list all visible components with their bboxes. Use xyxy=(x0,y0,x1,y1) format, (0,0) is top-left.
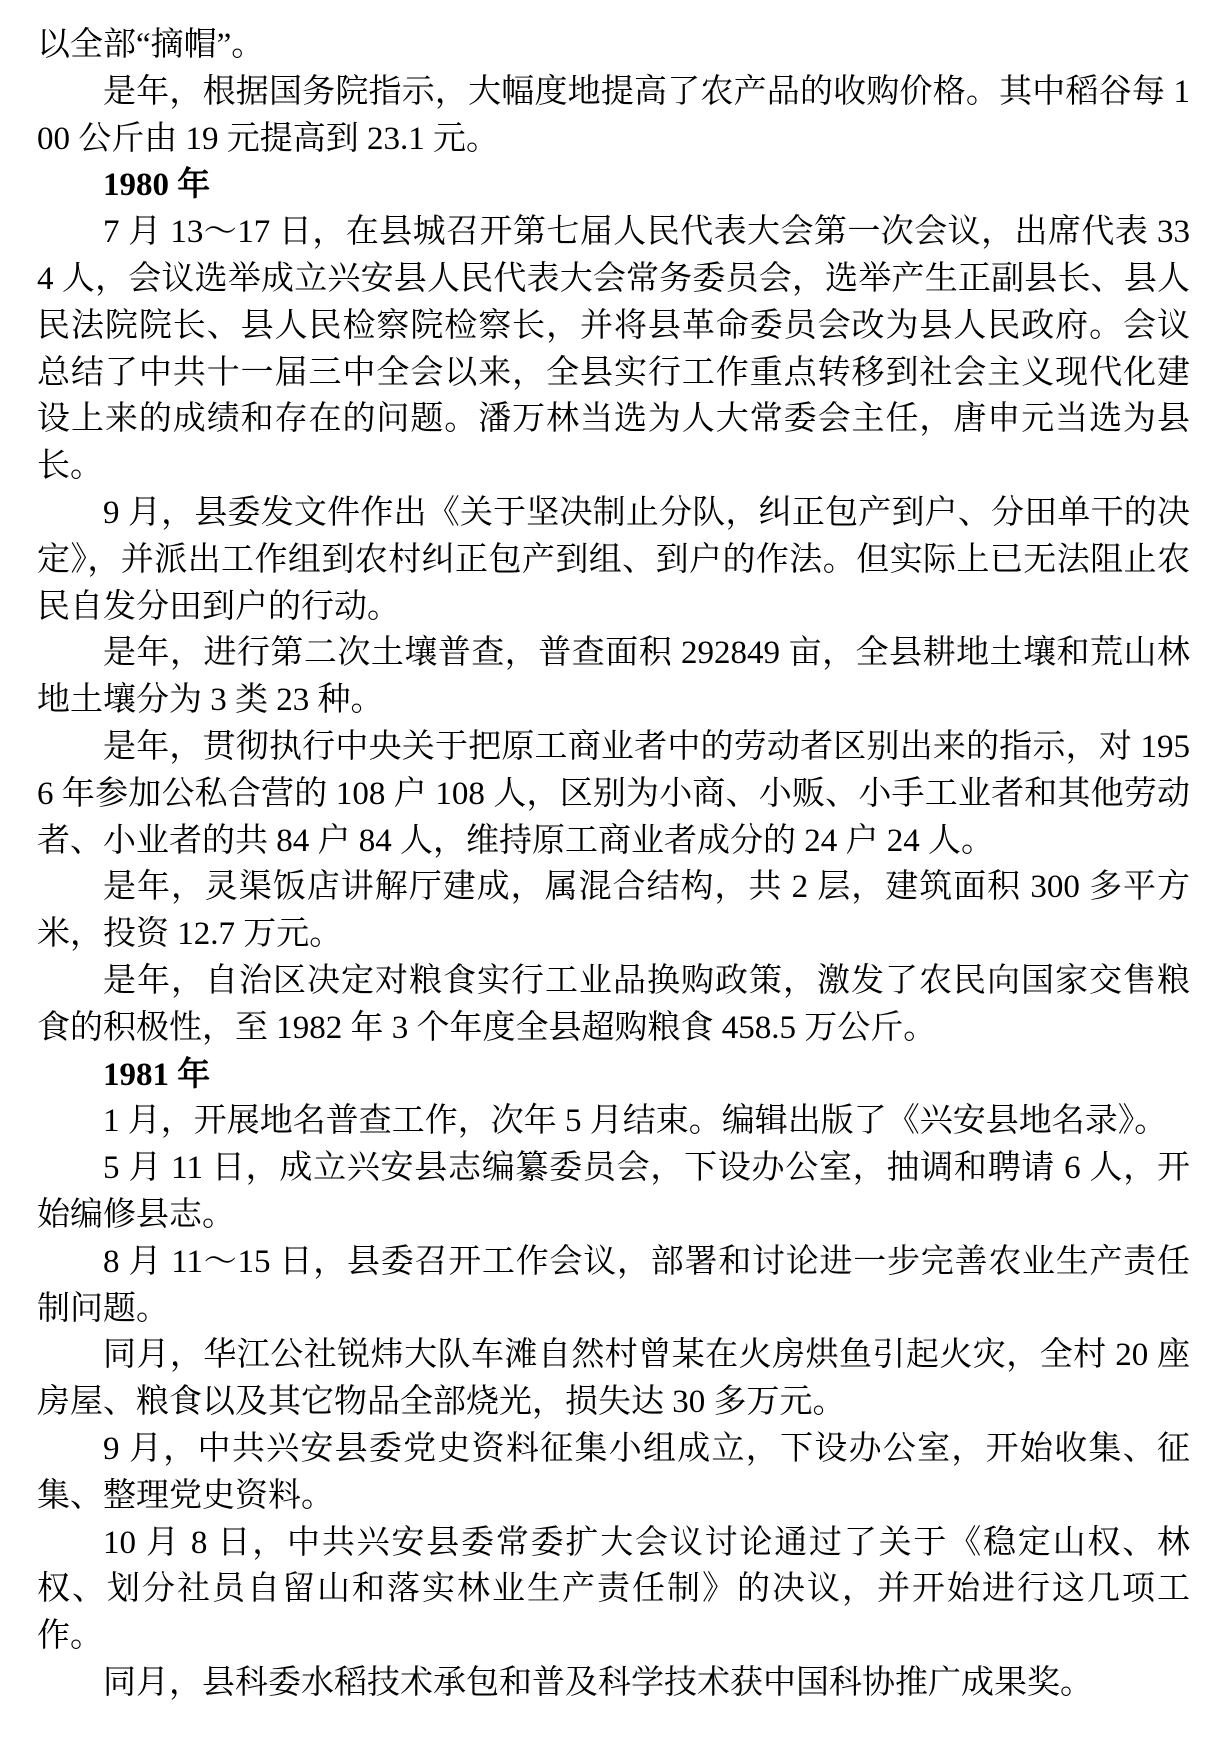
paragraph-entry: 9 月，县委发文件作出《关于坚决制止分队，纠正包产到户、分田单干的决定》，并派出工作组到农村纠正包产到组、到户的作法。但实际上已无法阻止农民自发分田到户的行动。 xyxy=(37,494,1190,625)
year-header-1981: 1981 年 xyxy=(103,1056,211,1093)
paragraph-entry: 是年，贯彻执行中央关于把原工商业者中的劳动者区别出来的指示，对 1956 年参加公私合营的 108 户 108 人，区别为小商、小贩、小手工业者和其他劳动者、小业者的共 84 户 84 人，维持原工商业者成分的 24 户 24 人。 xyxy=(37,728,1190,859)
paragraph-entry: 同月，华江公社锐炜大队车滩自然村曾某在火房烘鱼引起火灾，全村 20 座房屋、粮食以及其它物品全部烧光，损失达 30 多万元。 xyxy=(37,1337,1190,1421)
paragraph-entry: 9 月，中共兴安县委党史资料征集小组成立，下设办公室，开始收集、征集、整理党史资料。 xyxy=(37,1430,1190,1514)
paragraph-entry: 8 月 11～15 日，县委召开工作会议，部署和讨论进一步完善农业生产责任制问题。 xyxy=(37,1243,1190,1327)
paragraph-entry: 是年，灵渠饭店讲解厅建成，属混合结构，共 2 层，建筑面积 300 多平方米，投资 12.7 万元。 xyxy=(37,869,1190,953)
paragraph-entry: 同月，县科委水稻技术承包和普及科学技术获中国科协推广成果奖。 xyxy=(103,1664,1093,1701)
paragraph-entry: 10 月 8 日，中共兴安县委常委扩大会议讨论通过了关于《稳定山权、林权、划分社员自留山和落实林业生产责任制》的决议，并开始进行这几项工作。 xyxy=(37,1524,1190,1655)
paragraph-entry: 5 月 11 日，成立兴安县志编纂委员会，下设办公室，抽调和聘请 6 人，开始编修县志。 xyxy=(37,1150,1190,1233)
paragraph-entry: 是年，自治区决定对粮食实行工业品换购政策，激发了农民向国家交售粮食的积极性，至 1982 年 3 个年度全县超购粮食 458.5 万公斤。 xyxy=(37,962,1190,1046)
paragraph-entry: 是年，进行第二次土壤普查，普查面积 292849 亩，全县耕地土壤和荒山林地土壤分为 3 类 23 种。 xyxy=(37,635,1190,719)
paragraph-entry: 7 月 13～17 日，在县城召开第七届人民代表大会第一次会议，出席代表 334 人，会议选举成立兴安县人民代表大会常务委员会，选举产生正副县长、县人民法院院长、县人民检察院检察长，并将县革命委员会改为县人民政府。会议总结了中共十一届三中全会以来，全县实行工作重点转移到社会主义现代化建设上来的成绩和存在的问题。潘万林当选为人大常委会主任，唐申元当选为县长。 xyxy=(37,214,1190,485)
paragraph-entry: 是年，根据国务院指示，大幅度地提高了农产品的收购价格。其中稻谷每 100 公斤由 19 元提高到 23.1 元。 xyxy=(37,73,1190,157)
paragraph-continuation: 以全部“摘帽”。 xyxy=(37,27,265,63)
year-header-1980: 1980 年 xyxy=(103,167,211,204)
paragraph-entry: 1 月，开展地名普查工作，次年 5 月结束。编辑出版了《兴安县地名录》。 xyxy=(103,1103,1168,1140)
